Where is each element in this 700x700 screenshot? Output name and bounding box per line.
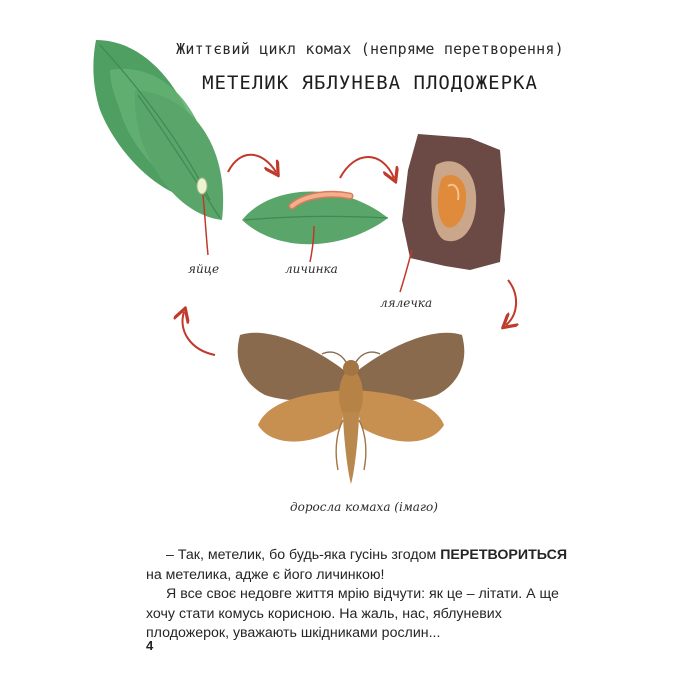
larva-leaf-illustration <box>242 192 388 262</box>
paragraph-1 <box>146 546 586 585</box>
page-heading: МЕТЕЛИК ЯБЛУНЕВА ПЛОДОЖЕРКА <box>202 72 538 94</box>
arrow-egg-to-larva <box>228 155 276 172</box>
pupa-label: лялечка <box>380 296 433 310</box>
paragraph-2: Я все своє недовге життя мрію відчути: як це – літати. А ще хочу стати комусь корисною. На жаль, нас, яблуневих плодожерок, уважають шкідниками рослин... <box>146 586 559 641</box>
story-text <box>146 546 586 644</box>
larva-label: личинка <box>285 262 338 276</box>
arrow-adult-to-egg <box>182 312 215 355</box>
adult-moth-illustration <box>238 333 465 484</box>
paragraph-1-emphasis: ПЕРЕТВОРИТЬСЯ <box>440 547 568 563</box>
egg-label: яйце <box>188 262 220 276</box>
arrow-larva-to-pupa <box>340 157 394 178</box>
pupa-bark-illustration <box>400 134 505 292</box>
arrow-pupa-to-adult <box>506 280 516 325</box>
page-number: 4 <box>146 638 154 653</box>
paragraph-1-start: – Так, метелик, бо будь-яка гусінь згодом <box>166 547 441 563</box>
page-title: Життєвий цикл комах (непряме перетворення) <box>176 40 564 58</box>
paragraph-1-end: на метелика, адже є його личинкою! <box>146 566 385 583</box>
adult-label: доросла комаха (імаго) <box>290 500 438 514</box>
